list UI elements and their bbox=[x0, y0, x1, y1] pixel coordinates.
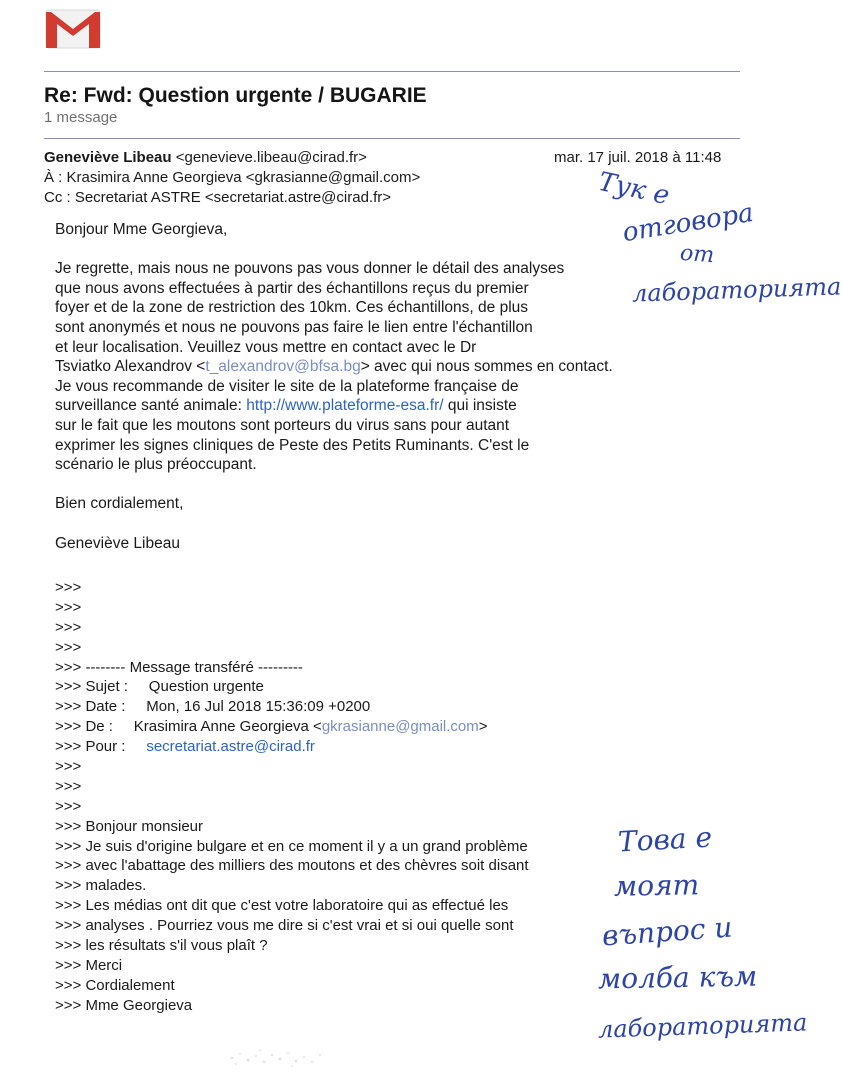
handwritten-note: въпрос и bbox=[600, 910, 734, 953]
sender-line bbox=[44, 148, 367, 168]
alexandrov-email-link[interactable]: t_alexandrov@bfsa.bg bbox=[205, 358, 361, 376]
email-date: mar. 17 juil. 2018 à 11:48 bbox=[554, 149, 722, 166]
quote-line: >>> avec l'abattage des milliers des moutons et des chèvres soit disant bbox=[55, 857, 529, 875]
quote-line: >>> bbox=[55, 618, 82, 636]
quote-line: >>> bbox=[55, 758, 82, 776]
quote-line: >>> bbox=[55, 638, 82, 656]
sender-name: Geneviève Libeau bbox=[44, 149, 172, 166]
body-paragraph bbox=[55, 259, 695, 475]
handwritten-note: лабораторията bbox=[631, 272, 842, 308]
handwritten-note: Тук е bbox=[595, 166, 672, 212]
plateforme-esa-link[interactable]: http://www.plateforme-esa.fr/ bbox=[246, 397, 444, 415]
quote-line: >>> -------- Message transféré --------- bbox=[55, 658, 303, 676]
gkrasianne-email-link[interactable]: gkrasianne@gmail.com bbox=[321, 718, 479, 736]
closing: Bien cordialement, bbox=[55, 495, 184, 513]
handwritten-note: лабораторията bbox=[597, 1008, 808, 1044]
cc-line: Cc : Secretariat ASTRE <secretariat.astre@cirad.fr> bbox=[44, 189, 392, 206]
quoted-message bbox=[55, 578, 529, 1016]
sender-email: <genevieve.libeau@cirad.fr> bbox=[175, 149, 367, 166]
greeting: Bonjour Mme Georgieva, bbox=[55, 221, 228, 238]
quote-line: >>> bbox=[55, 579, 82, 596]
quote-line bbox=[55, 737, 529, 757]
quote-line: >>> Merci bbox=[55, 956, 123, 974]
quote-line: >>> Bonjour monsieur bbox=[55, 817, 204, 835]
handwritten-note: отговора bbox=[620, 197, 756, 249]
quote-line: >>> les résultats s'il vous plaît ? bbox=[55, 937, 268, 955]
quote-line: >>> analyses . Pourriez vous me dire si c'est vrai et si oui quelle sont bbox=[55, 917, 514, 935]
quote-line: >>> Je suis d'origine bulgare et en ce moment il y a un grand problème bbox=[55, 837, 528, 855]
quote-line bbox=[55, 717, 529, 737]
handwritten-note: моят bbox=[613, 868, 700, 903]
signature: Geneviève Libeau bbox=[55, 534, 180, 552]
secretariat-email-link[interactable]: secretariat.astre@cirad.fr bbox=[146, 738, 315, 756]
email-body bbox=[55, 220, 695, 573]
email-subject: Re: Fwd: Question urgente / BUGARIE bbox=[44, 84, 427, 107]
handwritten-note: молба към bbox=[597, 959, 758, 996]
quote-line: >>> Cordialement bbox=[55, 976, 175, 994]
quote-text: >>> De : Krasimira Anne Georgieva < bbox=[55, 718, 322, 736]
quote-line: >>> Mme Georgieva bbox=[55, 996, 193, 1014]
quote-line: >>> Sujet : Question urgente bbox=[55, 678, 264, 696]
quote-line: >>> Les médias ont dit que c'est votre laboratoire qui as effectué les bbox=[55, 897, 509, 915]
quote-line: >>> bbox=[55, 797, 82, 815]
recipient-line: À : Krasimira Anne Georgieva <gkrasianne@gmail.com> bbox=[44, 169, 421, 186]
scan-smudge bbox=[220, 1040, 350, 1072]
handwritten-note: Това е bbox=[617, 820, 713, 859]
quote-text: > bbox=[478, 718, 488, 736]
quote-line: >>> bbox=[55, 598, 82, 616]
quote-text: >>> Pour : bbox=[55, 738, 147, 756]
quote-line: >>> bbox=[55, 777, 82, 795]
body-text: qui insiste sur le fait que les moutons sont porteurs du virus sans pour autant exprimer les signes cliniques de Peste des Petits Ruminants. C'est le scénario le plus préoccupant. bbox=[55, 397, 530, 474]
body-text: Je regrette, mais nous ne pouvons pas vous donner le détail des analyses que nous avons effectuées à partir des échantillons reçus du premier foyer et de la zone de restriction des 10km. Ces échantillons, de plus sont anonymés et nous ne pouvons pas faire le lien entre l'échantillon et leur localisation. Veuillez vous mettre en contact avec le Dr Tsviatko Alexandrov < bbox=[55, 260, 565, 376]
body-text: > avec qui nous sommes en contact. Je vous recommande de visiter le site de la plateforme française de surveillance santé animale: bbox=[55, 358, 613, 415]
gmail-logo-icon bbox=[44, 8, 102, 50]
handwritten-note: от bbox=[679, 240, 715, 269]
message-count: 1 message bbox=[44, 109, 118, 126]
divider-header bbox=[44, 138, 740, 139]
quote-line: >>> malades. bbox=[55, 877, 147, 895]
quote-line: >>> Date : Mon, 16 Jul 2018 15:36:09 +0200 bbox=[55, 698, 371, 716]
divider-top bbox=[44, 71, 740, 72]
